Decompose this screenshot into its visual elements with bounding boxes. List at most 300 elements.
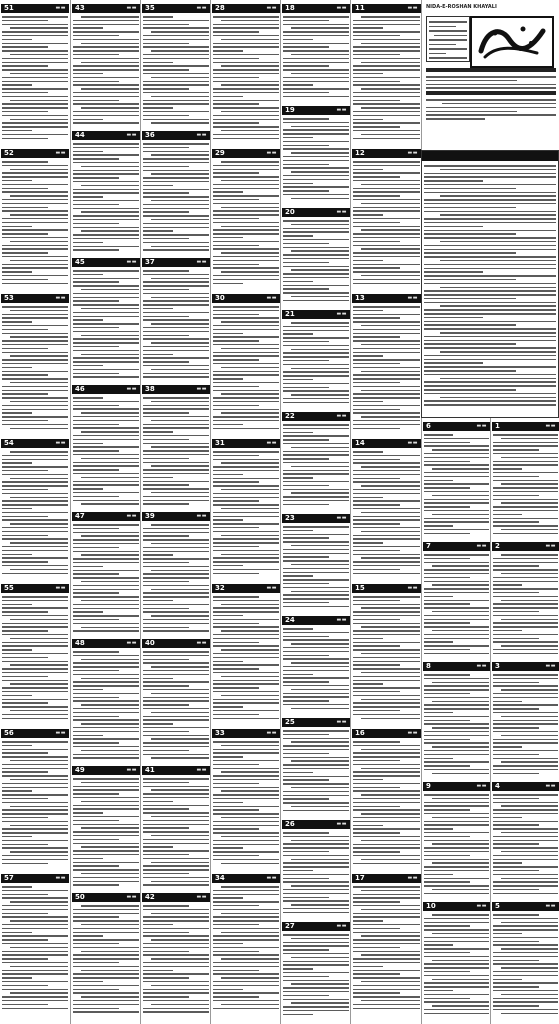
news-item-tag-icon: ▬▬: [126, 5, 137, 11]
news-item-tag-icon: ▬▬: [196, 894, 207, 900]
masthead: [421, 0, 559, 150]
news-item: [422, 782, 491, 902]
news-item-number: 14: [355, 439, 365, 447]
news-item-text: [143, 778, 209, 888]
news-item-text: [493, 554, 558, 657]
news-item: [281, 310, 351, 412]
news-item-header: [142, 385, 210, 394]
news-item-number: 39: [145, 512, 155, 520]
news-item-header: [72, 893, 140, 902]
news-item-tag-icon: ▬▬: [55, 150, 66, 156]
news-item: [211, 874, 281, 1019]
news-item-text: [424, 674, 489, 777]
news-item-tag-icon: ▬▬: [196, 767, 207, 773]
news-item-number: 49: [75, 766, 85, 774]
news-item-text: [283, 424, 349, 508]
news-item-header: [72, 385, 140, 394]
news-item-tag-icon: ▬▬: [336, 413, 347, 419]
news-item-text: [73, 778, 139, 888]
news-item-tag-icon: ▬▬: [266, 5, 277, 11]
news-item-header: [212, 149, 280, 158]
news-item-header: [282, 820, 350, 829]
news-item: [422, 662, 491, 782]
news-item-tag-icon: ▬▬: [196, 5, 207, 11]
news-item-text: [73, 651, 139, 761]
news-item-tag-icon: ▬▬: [196, 259, 207, 265]
news-item-tag-icon: ▬▬: [126, 640, 137, 646]
news-item: [491, 782, 559, 902]
news-item-text: [283, 526, 349, 610]
news-item-header: [212, 729, 280, 738]
news-item-header: [423, 662, 490, 671]
news-item-header: [212, 294, 280, 303]
news-item-text: [283, 934, 349, 1018]
news-item-number: 47: [75, 512, 85, 520]
news-item-number: 3: [495, 662, 500, 670]
news-item-text: [493, 434, 558, 537]
news-item-header: [423, 902, 490, 911]
news-item-number: 52: [4, 149, 14, 157]
news-item-text: [73, 270, 139, 380]
masthead-latin-title: NIDA-E-ROSHAN KHAYALI: [426, 4, 497, 10]
news-item-tag-icon: ▬▬: [407, 440, 418, 446]
news-item-tag-icon: ▬▬: [336, 311, 347, 317]
news-item-number: 30: [215, 294, 225, 302]
news-item-tag-icon: ▬▬: [196, 132, 207, 138]
news-item-number: 57: [4, 874, 14, 882]
news-item-number: 53: [4, 294, 14, 302]
news-item-header: [492, 422, 559, 431]
news-item-text: [353, 741, 420, 866]
news-item: [351, 4, 422, 149]
news-item-text: [424, 794, 489, 897]
news-item: [141, 512, 211, 639]
news-item-text: [2, 451, 68, 576]
news-item: [71, 131, 141, 258]
news-item-header: [423, 422, 490, 431]
news-item-header: [282, 718, 350, 727]
news-item-header: [282, 514, 350, 523]
news-item: [351, 729, 422, 874]
news-item-text: [143, 143, 209, 253]
news-item-text: [213, 741, 279, 866]
news-item: [351, 149, 422, 294]
news-item-number: 55: [4, 584, 14, 592]
article-column: [0, 0, 70, 1024]
news-item-number: 5: [495, 902, 500, 910]
news-item: [0, 294, 70, 439]
news-item-text: [143, 397, 209, 507]
editorial-text-lines: [424, 165, 556, 408]
news-item-tag-icon: ▬▬: [407, 295, 418, 301]
news-item-number: 38: [145, 385, 155, 393]
news-item-text: [283, 628, 349, 712]
news-item: [0, 874, 70, 1019]
news-item-number: 54: [4, 439, 14, 447]
news-item-tag-icon: ▬▬: [126, 767, 137, 773]
news-item-header: [72, 639, 140, 648]
news-item-tag-icon: ▬▬: [545, 783, 556, 789]
news-item-header: [1, 729, 69, 738]
news-item-tag-icon: ▬▬: [407, 875, 418, 881]
news-item: [0, 584, 70, 729]
news-item: [281, 616, 351, 718]
news-item-header: [212, 874, 280, 883]
news-item-text: [143, 524, 209, 634]
news-item-tag-icon: ▬▬: [336, 719, 347, 725]
news-item-tag-icon: ▬▬: [336, 107, 347, 113]
news-item: [422, 542, 491, 662]
news-item-header: [142, 258, 210, 267]
news-item-tag-icon: ▬▬: [55, 585, 66, 591]
news-item-header: [352, 294, 421, 303]
news-item-text: [143, 905, 209, 1015]
news-item: [211, 294, 281, 439]
news-item-header: [1, 584, 69, 593]
news-item-number: 32: [215, 584, 225, 592]
news-item-header: [282, 412, 350, 421]
news-item-text: [283, 730, 349, 814]
news-item-tag-icon: ▬▬: [336, 617, 347, 623]
news-item-text: [213, 16, 279, 141]
news-item-text: [283, 118, 349, 202]
news-item: [71, 4, 141, 131]
news-item: [71, 639, 141, 766]
news-item-tag-icon: ▬▬: [545, 423, 556, 429]
news-item-text: [493, 914, 558, 1017]
news-item-number: 44: [75, 131, 85, 139]
news-item-tag-icon: ▬▬: [545, 543, 556, 549]
news-item-text: [143, 270, 209, 380]
news-item: [211, 729, 281, 874]
news-item-header: [72, 4, 140, 13]
news-item-text: [2, 886, 68, 1011]
news-item-text: [73, 143, 139, 253]
news-item-header: [282, 106, 350, 115]
news-item: [281, 922, 351, 1024]
news-item: [351, 294, 422, 439]
news-item-text: [424, 554, 489, 657]
news-item: [71, 512, 141, 639]
news-item-number: 26: [285, 820, 295, 828]
news-item: [351, 874, 422, 1019]
news-item-header: [352, 729, 421, 738]
news-item: [141, 893, 211, 1020]
news-item-header: [142, 512, 210, 521]
news-item-number: 13: [355, 294, 365, 302]
news-item-tag-icon: ▬▬: [476, 783, 487, 789]
roshan-khayali-logo-icon: [475, 21, 549, 63]
news-item-header: [72, 512, 140, 521]
news-item: [0, 149, 70, 294]
news-item-tag-icon: ▬▬: [126, 894, 137, 900]
newspaper-logo: [470, 16, 554, 68]
news-item-tag-icon: ▬▬: [545, 663, 556, 669]
news-item: [211, 149, 281, 294]
news-item: [141, 131, 211, 258]
news-item-header: [352, 439, 421, 448]
news-item: [281, 4, 351, 106]
news-item-tag-icon: ▬▬: [266, 150, 277, 156]
news-item-text: [353, 306, 420, 431]
news-item-number: 51: [4, 4, 14, 12]
news-item-text: [283, 322, 349, 406]
news-item-number: 23: [285, 514, 295, 522]
article-column: [490, 418, 559, 1024]
news-item-text: [353, 16, 420, 141]
news-item-number: 24: [285, 616, 295, 624]
news-item-tag-icon: ▬▬: [196, 386, 207, 392]
news-item-number: 33: [215, 729, 225, 737]
news-item-tag-icon: ▬▬: [196, 513, 207, 519]
news-item-tag-icon: ▬▬: [545, 903, 556, 909]
news-item-text: [2, 741, 68, 866]
news-item-text: [424, 914, 489, 1017]
news-item-tag-icon: ▬▬: [407, 585, 418, 591]
news-item-text: [213, 451, 279, 576]
news-item: [351, 439, 422, 584]
news-item-number: 48: [75, 639, 85, 647]
news-item-header: [72, 258, 140, 267]
news-item: [351, 584, 422, 729]
news-item-header: [282, 616, 350, 625]
news-item: [422, 422, 491, 542]
news-item-text: [213, 306, 279, 431]
news-item-tag-icon: ▬▬: [336, 515, 347, 521]
news-item-header: [282, 208, 350, 217]
news-item-header: [212, 584, 280, 593]
news-item-number: 29: [215, 149, 225, 157]
news-item: [491, 902, 559, 1022]
article-column: [421, 418, 491, 1024]
news-item-number: 8: [426, 662, 431, 670]
news-item-header: [142, 766, 210, 775]
news-item-tag-icon: ▬▬: [476, 543, 487, 549]
news-item: [281, 208, 351, 310]
news-item-header: [282, 4, 350, 13]
news-item-text: [213, 596, 279, 721]
article-column: [350, 0, 422, 1024]
news-item: [0, 4, 70, 149]
news-item-number: 15: [355, 584, 365, 592]
news-item-text: [2, 161, 68, 286]
news-item-header: [72, 766, 140, 775]
article-column: [210, 0, 281, 1024]
news-item-tag-icon: ▬▬: [336, 821, 347, 827]
news-item-text: [73, 905, 139, 1015]
news-item-number: 37: [145, 258, 155, 266]
news-item-header: [352, 584, 421, 593]
news-item: [211, 439, 281, 584]
article-column: [280, 0, 351, 1024]
news-item-text: [73, 16, 139, 126]
news-item-tag-icon: ▬▬: [55, 440, 66, 446]
news-item-text: [283, 832, 349, 916]
news-item-text: [353, 451, 420, 576]
editorial-box: [421, 150, 559, 418]
news-item-tag-icon: ▬▬: [126, 259, 137, 265]
news-item-tag-icon: ▬▬: [55, 730, 66, 736]
news-item-text: [283, 220, 349, 304]
news-item-header: [1, 439, 69, 448]
news-item-tag-icon: ▬▬: [126, 513, 137, 519]
news-item-number: 43: [75, 4, 85, 12]
news-item-number: 27: [285, 922, 295, 930]
news-item: [422, 902, 491, 1022]
news-item-tag-icon: ▬▬: [336, 209, 347, 215]
news-item-tag-icon: ▬▬: [336, 5, 347, 11]
news-item-text: [143, 651, 209, 761]
news-item-header: [282, 922, 350, 931]
news-item-header: [72, 131, 140, 140]
news-item: [491, 542, 559, 662]
article-column: [140, 0, 211, 1024]
news-item: [281, 106, 351, 208]
news-item-number: 56: [4, 729, 14, 737]
news-item: [71, 385, 141, 512]
news-item-number: 45: [75, 258, 85, 266]
news-item-header: [282, 310, 350, 319]
news-item-tag-icon: ▬▬: [476, 663, 487, 669]
news-item: [281, 820, 351, 922]
news-item-number: 20: [285, 208, 295, 216]
news-item-text: [2, 306, 68, 431]
news-item-tag-icon: ▬▬: [336, 923, 347, 929]
news-item-number: 11: [355, 4, 365, 12]
news-item: [141, 385, 211, 512]
news-item-tag-icon: ▬▬: [407, 150, 418, 156]
news-item-header: [423, 542, 490, 551]
news-item-header: [492, 542, 559, 551]
news-item-text: [2, 16, 68, 141]
news-item-text: [353, 596, 420, 721]
news-item-number: 1: [495, 422, 500, 430]
news-item-header: [142, 639, 210, 648]
news-item-tag-icon: ▬▬: [266, 440, 277, 446]
news-item-header: [142, 131, 210, 140]
news-item-number: 28: [215, 4, 225, 12]
news-item-number: 31: [215, 439, 225, 447]
news-item-number: 40: [145, 639, 155, 647]
news-item-number: 34: [215, 874, 225, 882]
news-item-tag-icon: ▬▬: [55, 295, 66, 301]
news-item-text: [213, 161, 279, 286]
news-item-text: [143, 16, 209, 126]
news-item: [0, 439, 70, 584]
news-item: [281, 514, 351, 616]
news-item: [71, 893, 141, 1020]
news-item-number: 2: [495, 542, 500, 550]
news-item-text: [353, 886, 420, 1011]
news-item-header: [212, 439, 280, 448]
news-item-header: [142, 4, 210, 13]
news-item-number: 12: [355, 149, 365, 157]
news-item-number: 36: [145, 131, 155, 139]
news-item-text: [2, 596, 68, 721]
news-item-number: 17: [355, 874, 365, 882]
news-item-tag-icon: ▬▬: [476, 903, 487, 909]
masthead-info-box: [426, 16, 470, 62]
news-item: [141, 4, 211, 131]
news-item: [141, 766, 211, 893]
news-item-number: 50: [75, 893, 85, 901]
news-item-header: [492, 782, 559, 791]
news-item-tag-icon: ▬▬: [266, 730, 277, 736]
news-item-number: 18: [285, 4, 295, 12]
news-item-text: [493, 674, 558, 777]
news-item: [281, 412, 351, 514]
news-item-number: 10: [426, 902, 436, 910]
news-item-number: 16: [355, 729, 365, 737]
news-item-text: [213, 886, 279, 1011]
news-item-number: 9: [426, 782, 431, 790]
news-item-tag-icon: ▬▬: [126, 386, 137, 392]
news-item-text: [283, 16, 349, 100]
news-item-header: [142, 893, 210, 902]
article-column: [70, 0, 141, 1024]
news-item: [211, 584, 281, 729]
news-item-text: [353, 161, 420, 286]
news-item-header: [1, 4, 69, 13]
news-item-number: 35: [145, 4, 155, 12]
news-item-number: 42: [145, 893, 155, 901]
news-item-number: 25: [285, 718, 295, 726]
news-item: [281, 718, 351, 820]
news-item: [491, 422, 559, 542]
news-item-number: 4: [495, 782, 500, 790]
news-item-header: [492, 662, 559, 671]
news-item: [491, 662, 559, 782]
news-item-tag-icon: ▬▬: [407, 730, 418, 736]
news-item-number: 6: [426, 422, 431, 430]
news-item: [211, 4, 281, 149]
news-item-number: 19: [285, 106, 295, 114]
news-item: [141, 258, 211, 385]
news-item-header: [352, 149, 421, 158]
news-item-text: [424, 434, 489, 537]
news-item-tag-icon: ▬▬: [55, 875, 66, 881]
news-item: [71, 766, 141, 893]
news-item-header: [1, 874, 69, 883]
news-item-tag-icon: ▬▬: [55, 5, 66, 11]
news-item-number: 21: [285, 310, 295, 318]
news-item-tag-icon: ▬▬: [266, 875, 277, 881]
news-item-text: [73, 524, 139, 634]
news-item: [0, 729, 70, 874]
news-item-tag-icon: ▬▬: [196, 640, 207, 646]
news-item-header: [212, 4, 280, 13]
news-item-header: [352, 4, 421, 13]
news-item-number: 46: [75, 385, 85, 393]
news-item: [71, 258, 141, 385]
news-item: [141, 639, 211, 766]
news-item-tag-icon: ▬▬: [266, 295, 277, 301]
editorial-header: [422, 151, 558, 161]
news-item-text: [493, 794, 558, 897]
news-item-header: [492, 902, 559, 911]
news-item-number: 7: [426, 542, 431, 550]
news-item-number: 41: [145, 766, 155, 774]
news-item-header: [352, 874, 421, 883]
news-item-text: [73, 397, 139, 507]
news-item-tag-icon: ▬▬: [476, 423, 487, 429]
news-item-tag-icon: ▬▬: [266, 585, 277, 591]
news-item-header: [1, 294, 69, 303]
news-item-header: [423, 782, 490, 791]
news-item-header: [1, 149, 69, 158]
news-item-number: 22: [285, 412, 295, 420]
news-item-tag-icon: ▬▬: [407, 5, 418, 11]
